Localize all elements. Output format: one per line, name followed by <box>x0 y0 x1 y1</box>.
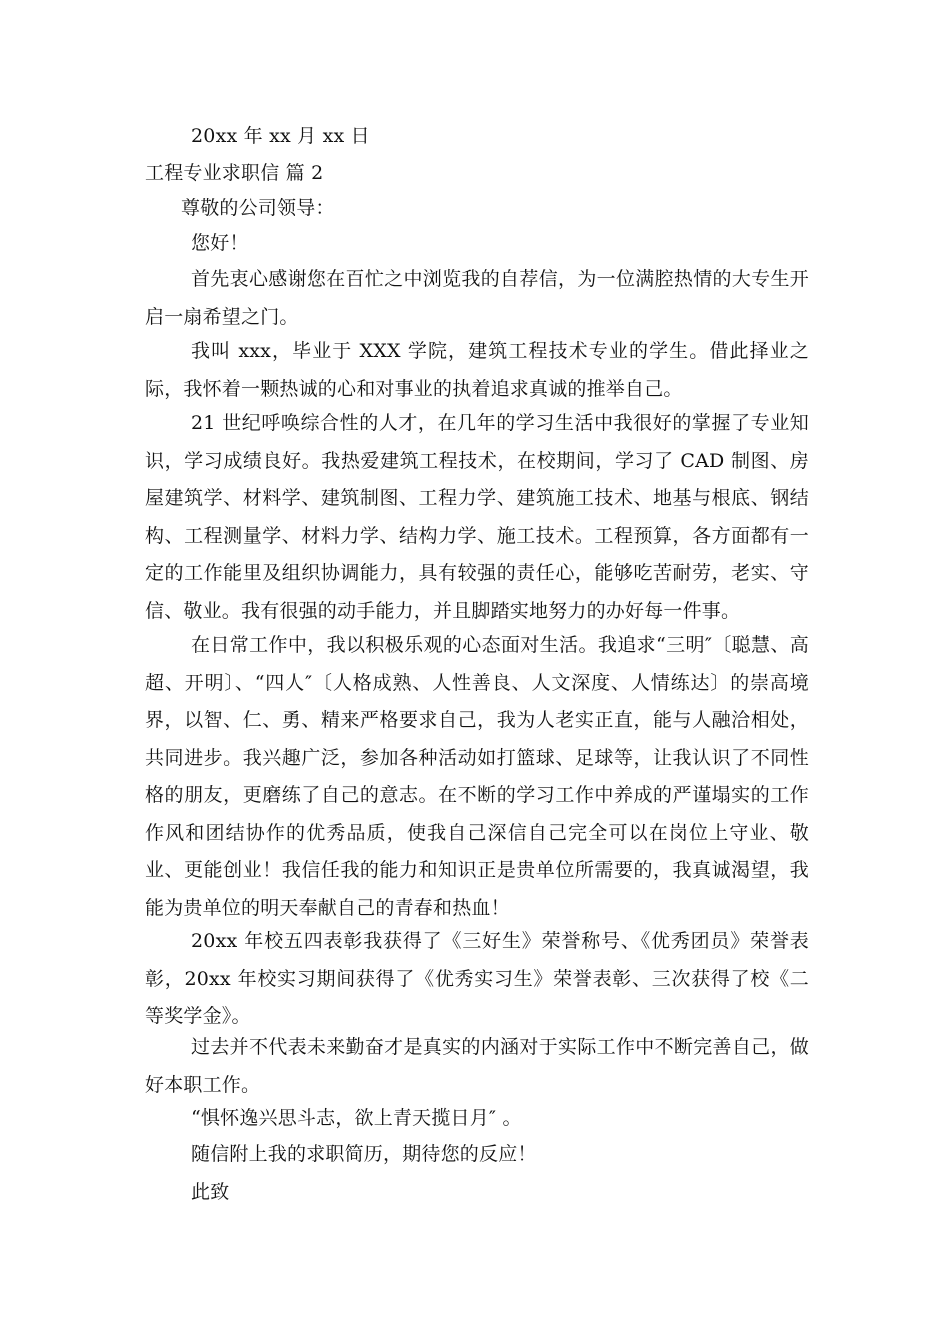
date-line: 20xx 年 xx 月 xx 日 <box>191 125 370 147</box>
paragraph-commitment: 过去并不代表未来勤奋才是真实的内涵对于实际工作中不断完善自己，做好本职工作。 <box>145 1036 809 1096</box>
paragraph-awards: 20xx 年校五四表彰我获得了《三好生》荣誉称号、《优秀团员》荣誉表彰，20xx 年校实习期间获得了《优秀实习生》荣誉表彰、三次获得了校《二等奖学金》。 <box>145 930 809 1027</box>
greeting: 您好！ <box>191 232 249 254</box>
quote-line: “惧怀逸兴思斗志，欲上青天揽日月″ 。 <box>191 1107 522 1129</box>
paragraph-intro: 首先衷心感谢您在百忙之中浏览我的自荐信，为一位满腔热情的大专生开启一扇希望之门。 <box>145 268 809 328</box>
paragraph-character: 在日常工作中，我以积极乐观的心态面对生活。我追求“三明″〔聪慧、高超、开明〕、“四人″〔人格成熟、人性善良、人文深度、人情练达〕的崇高境界，以智、仁、勇、精来严格要求自己，我为人老实正直，能与人融洽相处，共同进步。我兴趣广泛，参加各种活动如打篮球、足球等，让我认识了不同性格的朋友，更磨练了自己的意志。在不断的学习工作中养成的严谨塌实的工作作风和团结协作的优秀品质，使我自己深信自己完全可以在岗位上守业、敬业、更能创业！我信任我的能力和知识正是贵单位所需要的，我真诚渴望，我能为贵单位的明天奉献自己的青春和热血！ <box>145 634 809 919</box>
paragraph-self-introduction: 我叫 xxx，毕业于 XXX 学院，建筑工程技术专业的学生。借此择业之际，我怀着一颗热诚的心和对事业的执着追求真诚的推举自己。 <box>145 340 809 400</box>
closing-note: 随信附上我的求职简历，期待您的反应！ <box>191 1143 537 1165</box>
salutation: 尊敬的公司领导： <box>181 197 335 219</box>
paragraph-skills: 21 世纪呼唤综合性的人才，在几年的学习生活中我很好的掌握了专业知识，学习成绩良好。我热爱建筑工程技术，在校期间，学习了 CAD 制图、房屋建筑学、材料学、建筑制图、工程力学、建筑施工技术、地基与根底、钢结构、工程测量学、材料力学、结构力学、施工技术。工程预算，各方面都有一定的工作能里及组织协调能力，具有较强的责任心，能够吃苦耐劳，老实、守信、敬业。我有很强的动手能力，并且脚踏实地努力的办好每一件事。 <box>145 412 809 622</box>
closing-line: 此致 <box>191 1181 230 1203</box>
section-title: 工程专业求职信 篇 2 <box>145 162 324 184</box>
